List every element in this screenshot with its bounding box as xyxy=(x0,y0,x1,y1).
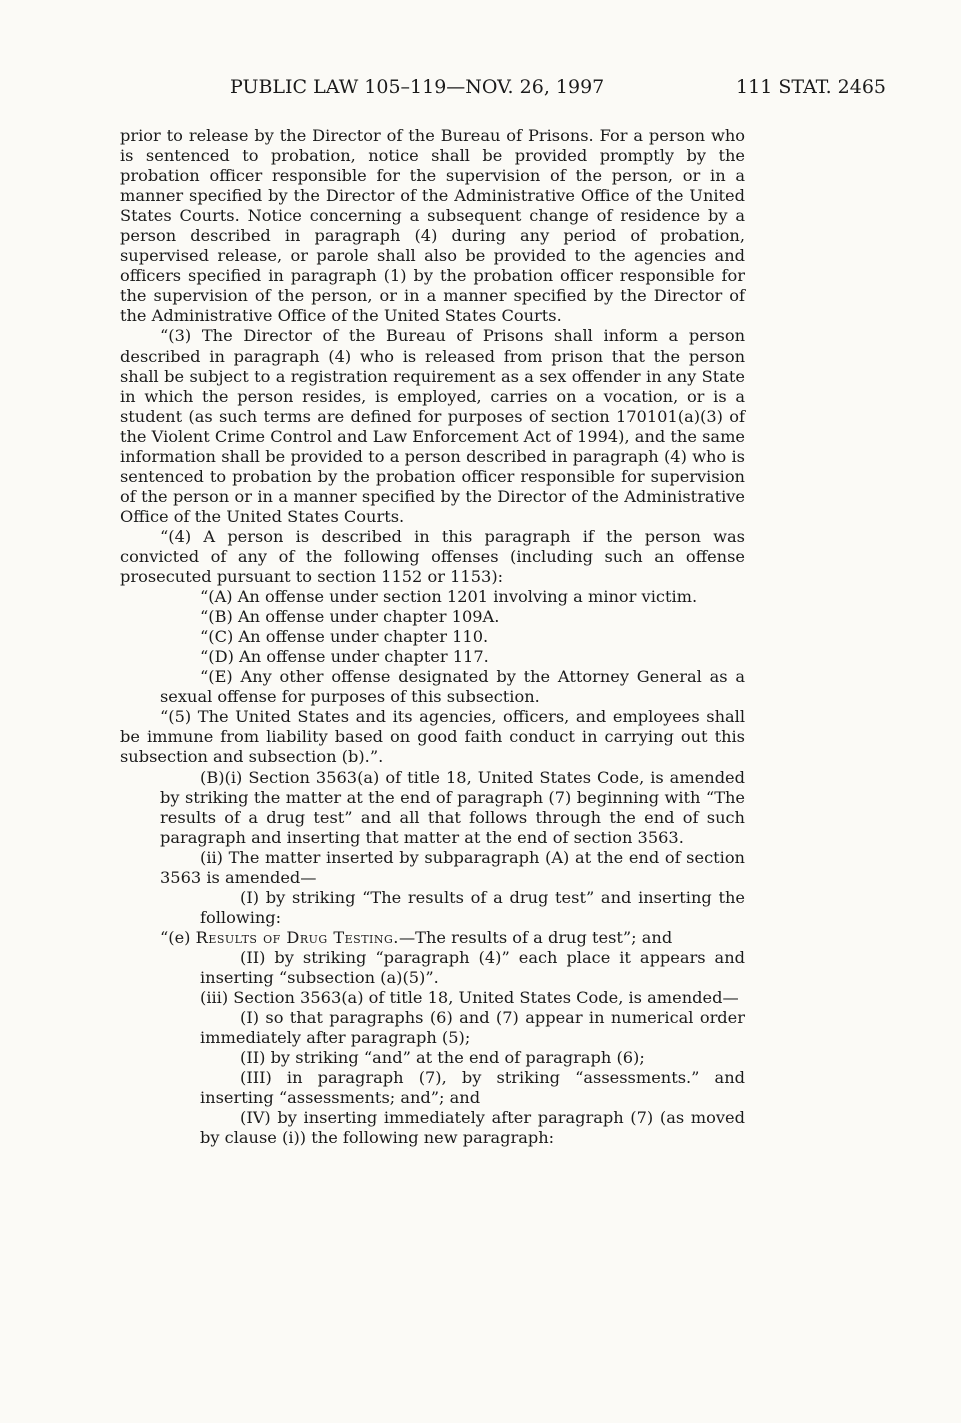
law-citation: PUBLIC LAW 105–119—NOV. 26, 1997 xyxy=(230,76,605,98)
paragraph: prior to release by the Director of the Bureau of Prisons. For a person who is sentenced to probation, notice shall be provided promptly by the probation officer responsible for the supervision of the person, or in a manner specified by the Director of the Administrative Office of the United States Courts. Notice concerning a subsequent change of residence by a person described in paragraph (4) during any period of probation, supervised release, or parole shall also be provided to the agencies and officers specified in paragraph (1) by the probation officer responsible for the supervision of the person, or in a manner specified by the Director of the Administrative Office of the United States Courts. xyxy=(120,126,745,326)
page-header xyxy=(120,76,890,102)
paragraph: (II) by striking “paragraph (4)” each place it appears and inserting “subsection (a)(5)”. xyxy=(200,947,745,987)
paragraph: (I) so that paragraphs (6) and (7) appear in numerical order immediately after paragraph (5); xyxy=(200,1008,745,1048)
paragraph: (I) by striking “The results of a drug test” and inserting the following: xyxy=(200,887,745,927)
paragraph: (IV) by inserting immediately after paragraph (7) (as moved by clause (i)) the following new paragraph: xyxy=(200,1108,745,1148)
body-text xyxy=(120,126,745,1148)
list-item: “(E) Any other offense designated by the Attorney General as a sexual offense for purposes of this subsection. xyxy=(160,667,745,707)
paragraph xyxy=(120,928,745,948)
stat-page-number: 111 STAT. 2465 xyxy=(736,76,886,98)
section-prefix: “(e) xyxy=(160,927,196,947)
list-item: “(A) An offense under section 1201 involving a minor victim. xyxy=(200,587,698,607)
list-item: “(D) An offense under chapter 117. xyxy=(200,647,489,667)
paragraph: (III) in paragraph (7), by striking “assessments.” and inserting “assessments; and”; and xyxy=(200,1068,745,1108)
paragraph: (B)(i) Section 3563(a) of title 18, United States Code, is amended by striking the matter at the end of paragraph (7) beginning with “The results of a drug test” and all that follows through the end of such paragraph and inserting that matter at the end of section 3563. xyxy=(160,767,745,847)
paragraph: “(4) A person is described in this paragraph if the person was convicted of any of the following offenses (including such an offense prosecuted pursuant to section 1152 or 1153): xyxy=(120,526,745,587)
list-item: “(C) An offense under chapter 110. xyxy=(200,627,489,647)
list-item: “(B) An offense under chapter 109A. xyxy=(200,607,500,627)
paragraph: (iii) Section 3563(a) of title 18, United States Code, is amended— xyxy=(200,988,739,1008)
paragraph: (II) by striking “and” at the end of paragraph (6); xyxy=(240,1048,645,1068)
paragraph: “(3) The Director of the Bureau of Prisons shall inform a person described in paragraph (4) who is released from prison that the person shall be subject to a registration requirement as a sex offender in any State in which the person resides, is employed, carries on a vocation, or is a student (as such terms are defined for purposes of section 170101(a)(3) of the Violent Crime Control and Law Enforcement Act of 1994), and the same information shall be provided to a person described in paragraph (4) who is sentenced to probation by the probation officer responsible for supervision of the person or in a manner specified by the Director of the Administrative Office of the United States Courts. xyxy=(120,326,745,526)
section-text: —The results of a drug test”; and xyxy=(398,927,673,947)
paragraph: “(5) The United States and its agencies, officers, and employees shall be immune from liability based on good faith conduct in carrying out this subsection and subsection (b).”. xyxy=(120,707,745,767)
section-heading: Results of Drug Testing. xyxy=(195,927,399,947)
paragraph: (ii) The matter inserted by subparagraph (A) at the end of section 3563 is amended— xyxy=(160,847,745,887)
